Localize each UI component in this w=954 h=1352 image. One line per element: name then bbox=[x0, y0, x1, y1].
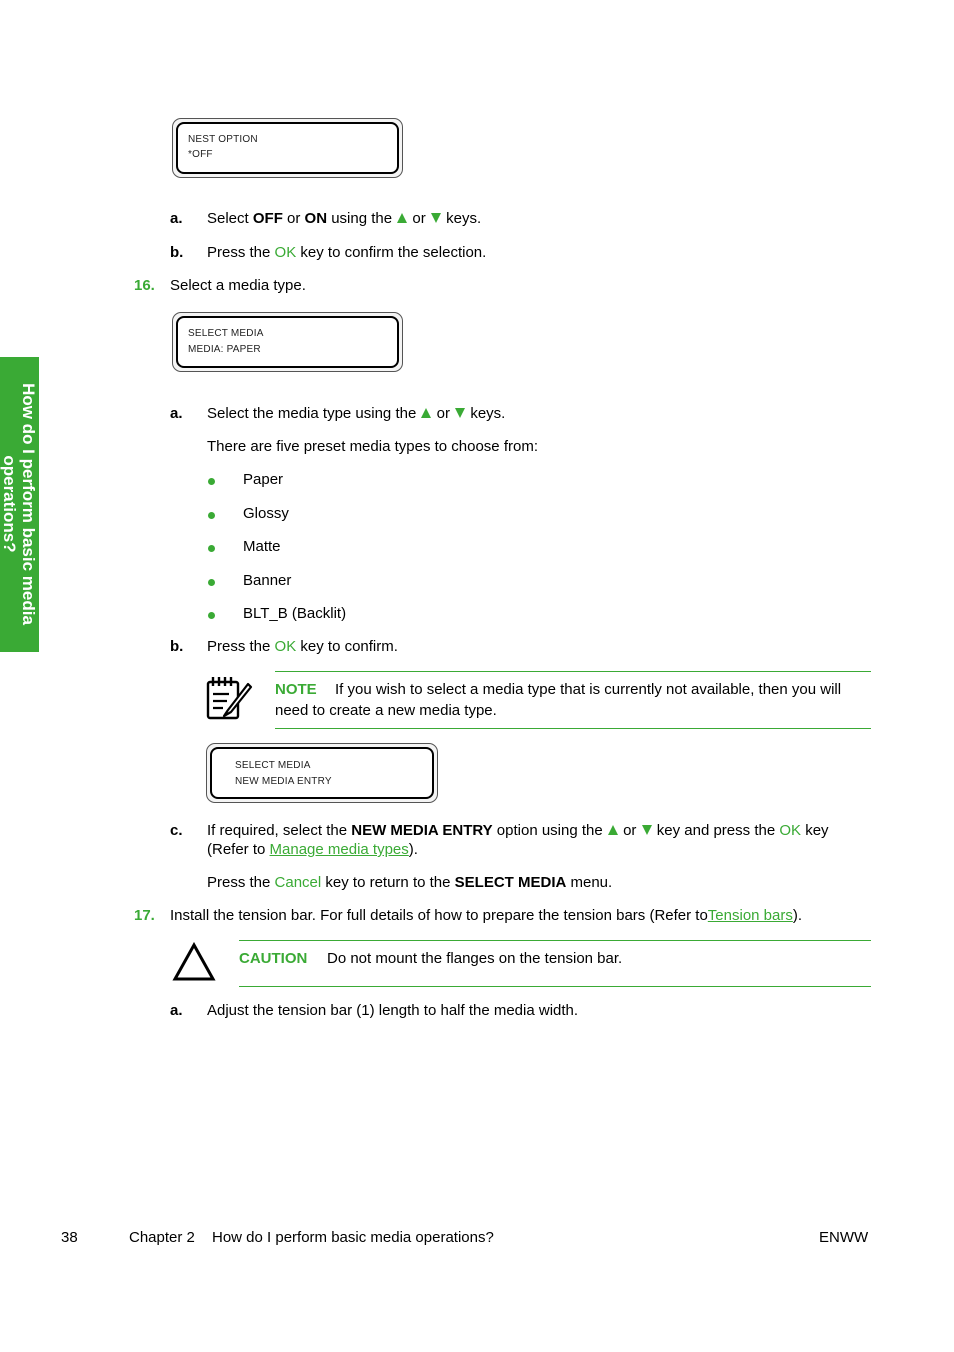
substep-label: a. bbox=[170, 1002, 183, 1019]
ok-key-text: OK bbox=[274, 244, 297, 261]
ok-key-text: OK bbox=[779, 822, 802, 839]
lcd-line-1: SELECT MEDIA bbox=[188, 328, 264, 339]
substep-refer-line: (Refer to Manage media types). bbox=[207, 841, 418, 858]
up-arrow-icon bbox=[421, 408, 431, 418]
chapter-side-tab-label: How do I perform basic media operations? bbox=[0, 383, 38, 625]
lcd-display-select-media bbox=[172, 312, 403, 372]
footer-chapter: Chapter 2 bbox=[129, 1229, 195, 1246]
bullet-icon bbox=[208, 478, 215, 485]
lcd-line-1: SELECT MEDIA bbox=[235, 760, 311, 771]
cancel-key-text: Cancel bbox=[274, 874, 322, 891]
caution-warning-icon bbox=[172, 942, 216, 982]
substep-press-ok: Press the OK key to confirm the selection. bbox=[207, 244, 487, 261]
list-item: Glossy bbox=[243, 505, 289, 522]
lcd-display-new-media-entry bbox=[206, 743, 438, 803]
bullet-icon bbox=[208, 579, 215, 586]
lcd-display-nest-option bbox=[172, 118, 403, 178]
note-text-line-2: need to create a new media type. bbox=[275, 702, 497, 719]
substep-press-cancel: Press the Cancel key to return to the SELECT MEDIA menu. bbox=[207, 874, 613, 891]
caution-text: Do not mount the flanges on the tension bar. bbox=[327, 950, 623, 967]
footer-enww: ENWW bbox=[819, 1229, 869, 1246]
substep-select-media-type: Select the media type using the or keys. bbox=[207, 405, 506, 422]
step-text: Select a media type. bbox=[170, 277, 306, 294]
bullet-icon bbox=[208, 612, 215, 619]
lcd-line-2: NEW MEDIA ENTRY bbox=[235, 776, 332, 787]
list-item: Paper bbox=[243, 471, 284, 488]
up-arrow-icon bbox=[608, 825, 618, 835]
step-number: 16. bbox=[134, 277, 155, 294]
down-arrow-icon bbox=[642, 825, 652, 835]
footer-chapter-title: How do I perform basic media operations? bbox=[212, 1229, 494, 1246]
substep-label: a. bbox=[170, 210, 183, 227]
bullet-icon bbox=[208, 545, 215, 552]
caution-label: CAUTION bbox=[239, 950, 308, 967]
lcd-line-2: *OFF bbox=[188, 149, 213, 160]
down-arrow-icon bbox=[431, 213, 441, 223]
media-types-intro: There are five preset media types to choose from: bbox=[207, 438, 538, 455]
substep-label: b. bbox=[170, 244, 184, 261]
substep-select-off-on: Select OFF or ON using the or keys. bbox=[207, 210, 482, 227]
note-bottom-rule bbox=[275, 728, 871, 729]
lcd-line-1: NEST OPTION bbox=[188, 134, 258, 145]
page-number: 38 bbox=[61, 1229, 78, 1246]
list-item: BLT_B (Backlit) bbox=[243, 605, 347, 622]
note-text-line-1: If you wish to select a media type that is currently not available, then you will bbox=[335, 681, 842, 698]
substep-press-ok-confirm: Press the OK key to confirm. bbox=[207, 638, 398, 655]
manage-media-types-link[interactable]: Manage media types bbox=[269, 841, 409, 858]
caution-bottom-rule bbox=[239, 986, 871, 987]
caution-top-rule bbox=[239, 940, 871, 941]
note-top-rule bbox=[275, 671, 871, 672]
substep-adjust-tension-bar: Adjust the tension bar (1) length to half the media width. bbox=[207, 1002, 579, 1019]
list-item: Matte bbox=[243, 538, 281, 555]
note-label: NOTE bbox=[275, 681, 317, 698]
step-number: 17. bbox=[134, 907, 155, 924]
lcd-line-2: MEDIA: PAPER bbox=[188, 344, 261, 355]
down-arrow-icon bbox=[455, 408, 465, 418]
list-item: Banner bbox=[243, 572, 292, 589]
note-pad-icon bbox=[204, 674, 254, 722]
substep-label: c. bbox=[170, 822, 183, 839]
step-text: Install the tension bar. For full details of how to prepare the tension bars (Refer toTension bars). bbox=[170, 907, 803, 924]
up-arrow-icon bbox=[397, 213, 407, 223]
substep-new-media-entry: If required, select the NEW MEDIA ENTRY option using the or key and press the OK key bbox=[207, 822, 829, 839]
ok-key-text: OK bbox=[274, 638, 297, 655]
tension-bars-link[interactable]: Tension bars bbox=[707, 907, 793, 924]
bullet-icon bbox=[208, 512, 215, 519]
substep-label: b. bbox=[170, 638, 184, 655]
substep-label: a. bbox=[170, 405, 183, 422]
